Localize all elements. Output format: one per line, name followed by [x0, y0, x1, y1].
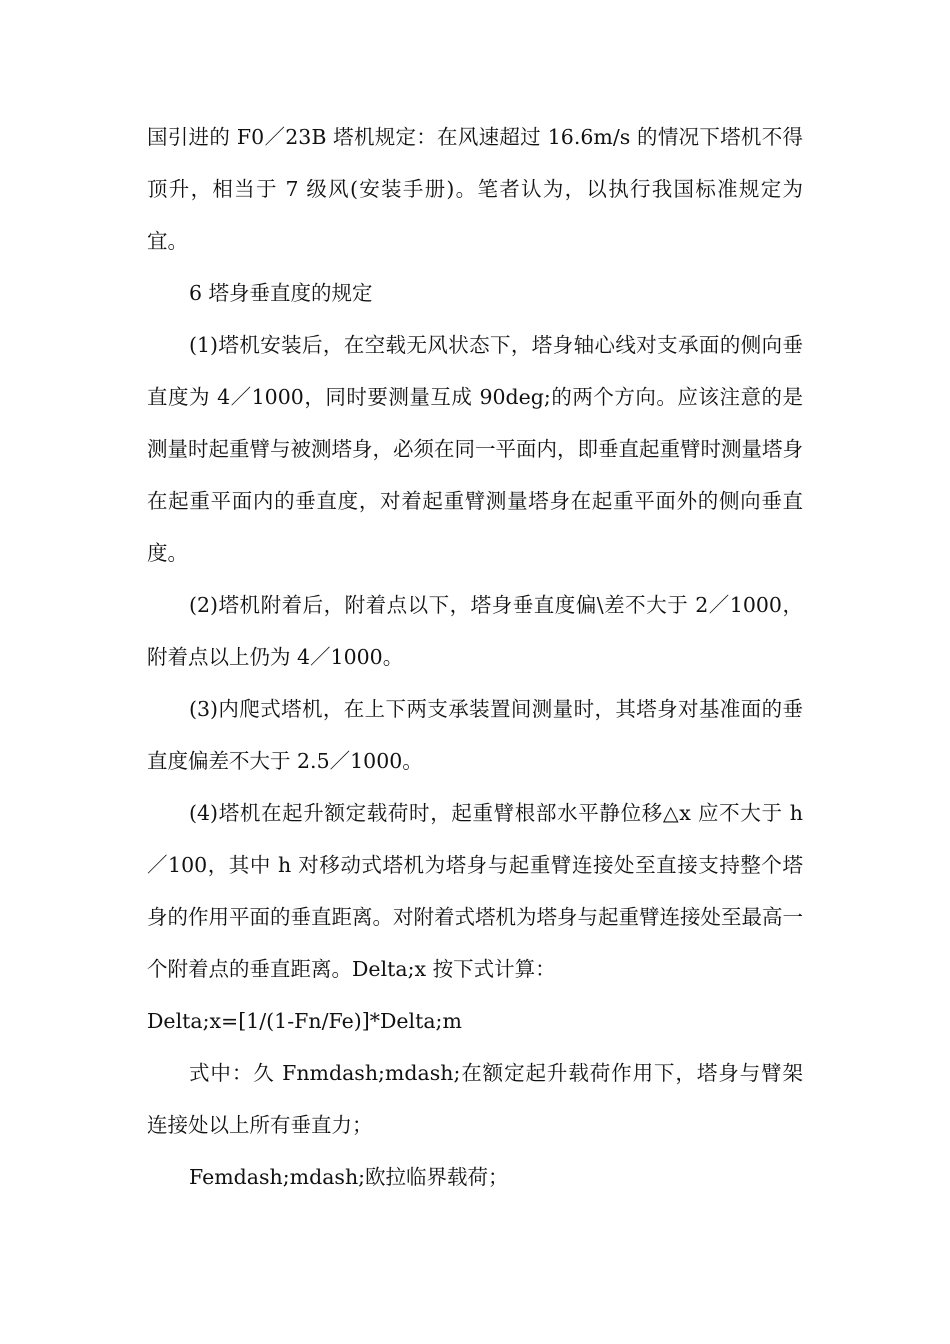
paragraph-continuation: 国引进的 F0／23B 塔机规定：在风速超过 16.6m/s 的情况下塔机不得顶升，相当于 7 级风(安装手册)。笔者认为，以执行我国标准规定为宜。: [147, 125, 803, 253]
formula-definition-fn: 式中：久 Fnmdash;mdash;在额定起升载荷作用下，塔身与臂架连接处以上所有垂直力；: [147, 1061, 803, 1137]
document-body: [147, 111, 803, 1203]
paragraph-item-3: (3)内爬式塔机，在上下两支承装置间测量时，其塔身对基准面的垂直度偏差不大于 2.5／1000。: [147, 697, 803, 773]
paragraph-item-1: (1)塔机安装后，在空载无风状态下，塔身轴心线对支承面的侧向垂直度为 4／1000，同时要测量互成 90deg;的两个方向。应该注意的是测量时起重臂与被测塔身，必须在同一平面内，即垂直起重臂时测量塔身在起重平面内的垂直度，对着起重臂测量塔身在起重平面外的侧向垂直度。: [147, 333, 803, 565]
paragraph-item-4: (4)塔机在起升额定载荷时，起重臂根部水平静位移△x 应不大于 h／100，其中 h 对移动式塔机为塔身与起重臂连接处至直接支持整个塔身的作用平面的垂直距离。对附着式塔机为塔身与起重臂连接处至最高一个附着点的垂直距离。Delta;x 按下式计算：: [147, 801, 803, 981]
formula-line: Delta;x=[1/(1-Fn/Fe)]*Delta;m: [147, 1009, 462, 1033]
section-heading: 6 塔身垂直度的规定: [189, 281, 373, 305]
formula-definition-fe: Femdash;mdash;欧拉临界载荷；: [189, 1165, 509, 1189]
paragraph-item-2: (2)塔机附着后，附着点以下，塔身垂直度偏\差不大于 2／1000，附着点以上仍为 4／1000。: [147, 593, 803, 669]
